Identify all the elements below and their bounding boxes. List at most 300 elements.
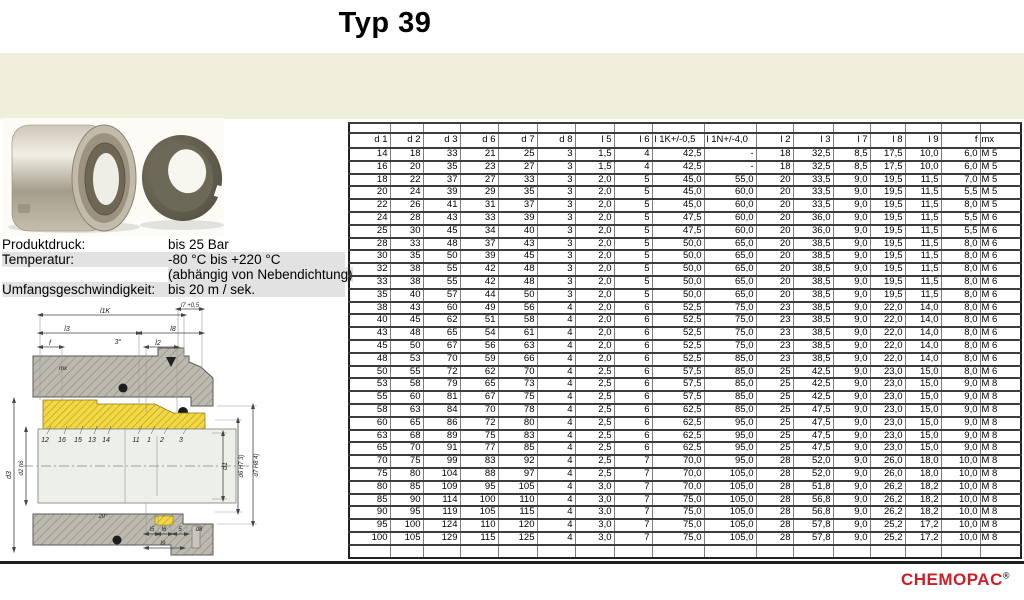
table-cell: 3,0: [575, 519, 614, 532]
table-cell: 95: [390, 506, 423, 519]
table-cell: 50: [498, 289, 537, 302]
table-spacer-cell: [941, 123, 980, 133]
table-cell: 18,0: [905, 455, 941, 468]
table-spacer-cell: [870, 545, 905, 558]
table-cell: M 8: [980, 494, 1021, 507]
table-cell: 2,0: [575, 289, 614, 302]
table-cell: 18: [390, 148, 423, 161]
table-cell: 50,0: [652, 250, 704, 263]
table-cell: 9,0: [833, 250, 870, 263]
table-cell: 23,0: [870, 417, 905, 430]
table-spacer-cell: [423, 545, 460, 558]
table-spacer-row: [349, 545, 1021, 558]
table-cell: 28: [756, 455, 793, 468]
table-cell: 63: [390, 404, 423, 417]
table-cell: 8,0: [941, 340, 980, 353]
table-cell: 15,0: [905, 430, 941, 443]
table-cell: 38,5: [793, 276, 833, 289]
table-cell: 4: [537, 455, 575, 468]
table-cell: 75,0: [704, 340, 756, 353]
table-cell: 10,0: [941, 506, 980, 519]
table-cell: 20: [756, 225, 793, 238]
table-cell: 114: [423, 494, 460, 507]
table-cell: 19,5: [870, 199, 905, 212]
dim-d1: d1: [222, 462, 229, 470]
table-cell: 60,0: [704, 212, 756, 225]
table-cell: 90: [390, 494, 423, 507]
table-cell: M 8: [980, 417, 1021, 430]
part-number: 14: [102, 437, 110, 444]
table-row: [349, 174, 1021, 187]
dim-d6: d6 H7 3): [239, 454, 245, 478]
dim-f: f: [49, 340, 51, 347]
table-cell: M 8: [980, 404, 1021, 417]
table-cell: 5,5: [941, 212, 980, 225]
table-row: [349, 250, 1021, 263]
table-spacer-cell: [460, 545, 498, 558]
table-cell: 9,0: [833, 212, 870, 225]
table-cell: 45,0: [652, 199, 704, 212]
table-cell: 18,2: [905, 481, 941, 494]
table-cell: 19,5: [870, 250, 905, 263]
table-spacer-cell: [498, 123, 537, 133]
table-cell: 9,0: [833, 519, 870, 532]
table-cell: 8,0: [941, 327, 980, 340]
table-cell: 48: [423, 238, 460, 251]
table-cell: 4: [537, 481, 575, 494]
table-cell: 83: [460, 455, 498, 468]
column-header: l 2: [756, 133, 793, 148]
table-cell: 119: [423, 506, 460, 519]
table-cell: 27: [498, 161, 537, 174]
table-cell: 42,5: [793, 391, 833, 404]
product-specs: [2, 237, 353, 297]
table-cell: M 8: [980, 442, 1021, 455]
table-cell: 47,5: [793, 417, 833, 430]
table-cell: M 6: [980, 289, 1021, 302]
table-cell: 28: [756, 468, 793, 481]
table-cell: 89: [423, 430, 460, 443]
table-cell: M 6: [980, 212, 1021, 225]
table-cell: 2,0: [575, 225, 614, 238]
dim-mx: mx: [59, 366, 67, 372]
table-cell: 11,5: [905, 225, 941, 238]
table-cell: 91: [423, 442, 460, 455]
table-cell: 54: [460, 327, 498, 340]
table-cell: 7: [614, 519, 652, 532]
table-cell: 26,2: [870, 481, 905, 494]
spec-row-temperatur: [2, 252, 345, 267]
table-cell: 37: [423, 174, 460, 187]
table-cell: 95,0: [704, 442, 756, 455]
table-cell: 23,0: [870, 366, 905, 379]
table-cell: 17,5: [870, 161, 905, 174]
table-cell: 6: [614, 404, 652, 417]
table-cell: 9,0: [941, 378, 980, 391]
table-cell: 42,5: [793, 378, 833, 391]
table-cell: 43: [349, 327, 390, 340]
table-cell: 48: [498, 276, 537, 289]
dim-l2: l2: [155, 340, 161, 347]
table-cell: 60,0: [704, 186, 756, 199]
table-cell: 28: [756, 532, 793, 545]
table-row: [349, 353, 1021, 366]
table-cell: 23,0: [870, 404, 905, 417]
table-cell: 55: [349, 391, 390, 404]
table-cell: 65: [460, 378, 498, 391]
table-cell: 20: [756, 212, 793, 225]
table-cell: 11,5: [905, 250, 941, 263]
table-cell: 6,0: [941, 148, 980, 161]
table-cell: 88: [460, 468, 498, 481]
spec-label: Temperatur:: [2, 252, 75, 267]
table-cell: 23,0: [870, 378, 905, 391]
table-cell: 19,5: [870, 212, 905, 225]
table-cell: 3,0: [575, 506, 614, 519]
table-cell: M 8: [980, 455, 1021, 468]
table-cell: 65,0: [704, 289, 756, 302]
table-cell: 4: [537, 417, 575, 430]
table-cell: M 8: [980, 532, 1021, 545]
table-cell: 83: [498, 430, 537, 443]
table-cell: 2,0: [575, 186, 614, 199]
table-cell: 58: [390, 378, 423, 391]
table-cell: 23,0: [870, 430, 905, 443]
table-spacer-cell: [756, 545, 793, 558]
table-cell: 9,0: [833, 481, 870, 494]
table-cell: 72: [460, 417, 498, 430]
table-spacer-cell: [905, 123, 941, 133]
table-cell: 42: [460, 276, 498, 289]
table-cell: 5: [614, 276, 652, 289]
table-cell: 2,5: [575, 378, 614, 391]
table-cell: 62: [423, 314, 460, 327]
table-cell: 45: [498, 250, 537, 263]
part-number: 11: [132, 437, 140, 444]
table-cell: 85: [498, 442, 537, 455]
table-cell: 7: [614, 494, 652, 507]
table-header-row: [349, 133, 1021, 148]
table-cell: 3: [537, 289, 575, 302]
table-cell: 15,0: [905, 442, 941, 455]
table-cell: M 6: [980, 302, 1021, 315]
table-cell: 3: [537, 225, 575, 238]
table-cell: 52,5: [652, 340, 704, 353]
table-row: [349, 391, 1021, 404]
table-cell: 75,0: [652, 506, 704, 519]
table-cell: 7: [614, 468, 652, 481]
table-cell: 3: [537, 238, 575, 251]
table-cell: 65,0: [704, 276, 756, 289]
table-cell: 85,0: [704, 353, 756, 366]
table-cell: 52,0: [793, 468, 833, 481]
footer-divider: [0, 561, 1024, 564]
table-cell: 25: [756, 430, 793, 443]
table-row: [349, 442, 1021, 455]
table-cell: 105: [390, 532, 423, 545]
table-cell: 14,0: [905, 353, 941, 366]
table-spacer-cell: [614, 123, 652, 133]
table-cell: 33: [498, 174, 537, 187]
table-cell: 28: [756, 506, 793, 519]
table-cell: 35: [498, 186, 537, 199]
spec-label: Umfangsgeschwindigkeit:: [2, 282, 156, 297]
table-cell: 60: [423, 302, 460, 315]
table-cell: 2,0: [575, 263, 614, 276]
table-cell: 20: [756, 199, 793, 212]
table-cell: 18: [756, 161, 793, 174]
product-photo: [2, 118, 224, 236]
table-cell: 11,5: [905, 186, 941, 199]
table-cell: 70: [390, 442, 423, 455]
column-header: l 3: [793, 133, 833, 148]
table-cell: 2,0: [575, 276, 614, 289]
table-cell: 20: [390, 161, 423, 174]
table-cell: 5: [614, 289, 652, 302]
table-cell: 75,0: [652, 532, 704, 545]
table-cell: 4: [537, 378, 575, 391]
table-cell: 8,0: [941, 353, 980, 366]
table-cell: 40: [390, 289, 423, 302]
o-ring-bottom: [113, 536, 122, 545]
table-cell: 9,0: [833, 225, 870, 238]
table-cell: 105,0: [704, 481, 756, 494]
table-cell: 11,5: [905, 276, 941, 289]
table-cell: 29: [460, 186, 498, 199]
table-spacer-row: [349, 123, 1021, 133]
dim-l3: l3: [64, 326, 70, 333]
table-row: [349, 481, 1021, 494]
table-cell: M 8: [980, 468, 1021, 481]
table-cell: 6: [614, 391, 652, 404]
table-cell: 38,5: [793, 238, 833, 251]
brand-name: CHEMOPAC: [900, 570, 1003, 589]
table-row: [349, 506, 1021, 519]
table-cell: 9,0: [833, 430, 870, 443]
table-cell: 20: [349, 186, 390, 199]
table-cell: 2,0: [575, 314, 614, 327]
technical-drawing: [5, 300, 345, 558]
table-row: [349, 263, 1021, 276]
table-cell: 4: [537, 519, 575, 532]
dim-d2: d2 h6: [19, 460, 25, 476]
table-cell: 6: [614, 340, 652, 353]
table-cell: 97: [498, 468, 537, 481]
table-cell: 22,0: [870, 302, 905, 315]
table-cell: 18,2: [905, 506, 941, 519]
table-cell: 63: [498, 340, 537, 353]
table-spacer-cell: [423, 123, 460, 133]
table-cell: 6: [614, 442, 652, 455]
table-cell: M 6: [980, 225, 1021, 238]
table-cell: 115: [498, 506, 537, 519]
table-cell: 51,8: [793, 481, 833, 494]
table-cell: 9,0: [833, 378, 870, 391]
table-cell: 5,5: [941, 186, 980, 199]
table-cell: 50: [349, 366, 390, 379]
table-cell: M 8: [980, 430, 1021, 443]
spec-row-temperatur-note: [2, 267, 353, 282]
table-cell: 86: [423, 417, 460, 430]
table-cell: 79: [423, 378, 460, 391]
table-row: [349, 378, 1021, 391]
table-row: [349, 212, 1021, 225]
table-cell: 14,0: [905, 314, 941, 327]
table-cell: 7: [614, 481, 652, 494]
table-cell: 120: [498, 519, 537, 532]
column-header: f: [941, 133, 980, 148]
column-header: l 6: [614, 133, 652, 148]
table-row: [349, 302, 1021, 315]
table-cell: 55,0: [704, 174, 756, 187]
table-cell: M 5: [980, 148, 1021, 161]
dim-d8: d8: [195, 527, 203, 533]
table-cell: 85: [390, 481, 423, 494]
table-cell: 28: [756, 481, 793, 494]
table-cell: 5: [614, 199, 652, 212]
table-cell: 22,0: [870, 327, 905, 340]
table-spacer-cell: [537, 123, 575, 133]
table-cell: 105: [498, 481, 537, 494]
table-spacer-cell: [537, 545, 575, 558]
table-spacer-cell: [941, 545, 980, 558]
table-cell: 26,2: [870, 506, 905, 519]
table-cell: 15,0: [905, 391, 941, 404]
o-ring-top: [119, 384, 128, 393]
table-cell: 23: [460, 161, 498, 174]
table-cell: 67: [423, 340, 460, 353]
table-cell: 22,0: [870, 340, 905, 353]
table-cell: 28: [756, 519, 793, 532]
table-cell: 14: [349, 148, 390, 161]
table-cell: 50: [390, 340, 423, 353]
column-header: d 7: [498, 133, 537, 148]
table-cell: 9,0: [941, 442, 980, 455]
table-cell: 115: [460, 532, 498, 545]
brand-logo: [901, 570, 1010, 590]
table-cell: 19,5: [870, 225, 905, 238]
table-cell: 60: [349, 417, 390, 430]
table-cell: 110: [498, 494, 537, 507]
table-cell: 8,0: [941, 289, 980, 302]
table-cell: 19,5: [870, 289, 905, 302]
table-cell: 70,0: [652, 481, 704, 494]
table-cell: M 5: [980, 186, 1021, 199]
table-cell: 18: [756, 148, 793, 161]
table-spacer-cell: [652, 545, 704, 558]
table-spacer-cell: [905, 545, 941, 558]
table-cell: 52,5: [652, 302, 704, 315]
table-spacer-cell: [390, 545, 423, 558]
dimension-table-wrap: [348, 122, 1022, 559]
table-cell: 9,0: [833, 289, 870, 302]
table-cell: 25: [498, 148, 537, 161]
table-cell: 2,0: [575, 302, 614, 315]
part-number: 12: [41, 437, 49, 444]
table-row: [349, 148, 1021, 161]
table-cell: 38,5: [793, 353, 833, 366]
table-cell: 40: [349, 314, 390, 327]
column-header: l 5: [575, 133, 614, 148]
table-cell: 5: [614, 225, 652, 238]
table-cell: M 6: [980, 263, 1021, 276]
table-cell: 66: [498, 353, 537, 366]
table-cell: 8,0: [941, 263, 980, 276]
table-cell: 26: [390, 199, 423, 212]
table-cell: 9,0: [833, 302, 870, 315]
table-cell: 85,0: [704, 366, 756, 379]
table-cell: 5: [614, 263, 652, 276]
table-cell: 10,0: [905, 148, 941, 161]
table-cell: 30: [349, 250, 390, 263]
table-cell: 6: [614, 378, 652, 391]
table-cell: 4: [537, 404, 575, 417]
table-spacer-cell: [793, 545, 833, 558]
table-cell: 60,0: [704, 199, 756, 212]
table-cell: 85,0: [704, 391, 756, 404]
table-cell: 4: [537, 327, 575, 340]
table-cell: 36,0: [793, 225, 833, 238]
table-cell: 38: [390, 263, 423, 276]
table-cell: M 5: [980, 199, 1021, 212]
table-cell: 9,0: [833, 455, 870, 468]
table-spacer-cell: [704, 123, 756, 133]
table-row: [349, 327, 1021, 340]
table-cell: 21: [460, 148, 498, 161]
dim-angle3: 3°: [114, 339, 122, 346]
table-cell: 4: [537, 430, 575, 443]
table-cell: 2,5: [575, 404, 614, 417]
table-cell: 61: [498, 327, 537, 340]
table-cell: 27: [460, 174, 498, 187]
table-spacer-cell: [793, 123, 833, 133]
table-row: [349, 199, 1021, 212]
table-cell: 16: [349, 161, 390, 174]
table-cell: 20: [756, 186, 793, 199]
table-cell: 25: [756, 391, 793, 404]
table-cell: 3: [537, 263, 575, 276]
table-cell: 17,5: [870, 148, 905, 161]
table-cell: 62,5: [652, 442, 704, 455]
table-cell: 3: [537, 161, 575, 174]
table-cell: 19,5: [870, 186, 905, 199]
table-row: [349, 468, 1021, 481]
column-header: d 1: [349, 133, 390, 148]
table-cell: 60,0: [704, 225, 756, 238]
table-cell: 57: [423, 289, 460, 302]
table-cell: 25: [756, 442, 793, 455]
table-cell: 65: [349, 442, 390, 455]
table-cell: 4: [537, 314, 575, 327]
table-cell: 52,5: [652, 353, 704, 366]
column-header: l 1K+/-0,5: [652, 133, 704, 148]
dim-l9: l9: [160, 541, 166, 547]
table-cell: 57,8: [793, 532, 833, 545]
table-cell: 4: [537, 442, 575, 455]
table-cell: 49: [460, 302, 498, 315]
table-cell: 95,0: [704, 430, 756, 443]
table-cell: 6: [614, 430, 652, 443]
table-cell: 58: [498, 314, 537, 327]
table-cell: 124: [423, 519, 460, 532]
table-cell: 33,5: [793, 199, 833, 212]
table-cell: 56: [498, 302, 537, 315]
table-cell: M 6: [980, 353, 1021, 366]
column-header: l 8: [870, 133, 905, 148]
table-cell: 57,8: [793, 519, 833, 532]
table-cell: 23: [756, 353, 793, 366]
table-cell: 38,5: [793, 340, 833, 353]
